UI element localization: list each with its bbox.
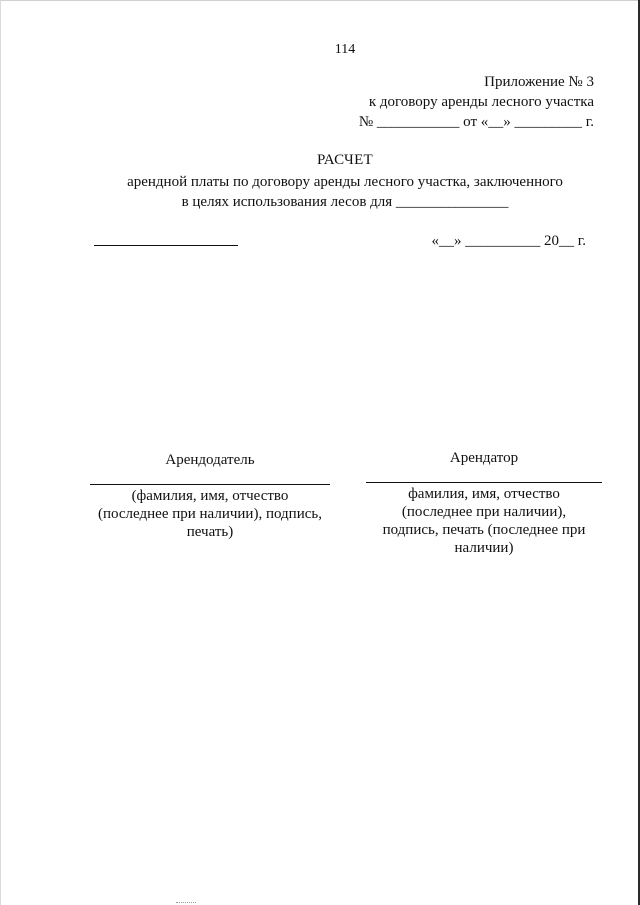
appendix-contract-number: № ___________ от «__» _________ г.: [358, 114, 594, 130]
scan-edge-top: [0, 0, 640, 1]
page-number: 114: [334, 42, 356, 57]
document-date: «__» __________ 20__ г.: [431, 233, 586, 249]
appendix-reference: к договору аренды лесного участка: [368, 94, 594, 110]
lessor-signature-caption: [86, 487, 334, 541]
lessee-heading: Арендатор: [449, 450, 519, 466]
lessor-caption-line: (последнее при наличии), подпись,: [98, 506, 322, 522]
document-title: РАСЧЕТ: [316, 152, 373, 168]
lessee-caption-line: наличии): [454, 540, 514, 556]
document-subtitle-line-2: в целях использования лесов для _______________: [181, 194, 509, 210]
scan-artifact: [176, 900, 196, 903]
lessee-caption-line: (последнее при наличии),: [401, 504, 567, 520]
lessee-caption-line: фамилия, имя, отчество: [408, 486, 560, 502]
appendix-header: [359, 72, 594, 132]
document-subtitle-line-1: арендной платы по договору аренды лесного участка, заключенного: [127, 174, 563, 190]
lessee-caption-line: подпись, печать (последнее при: [382, 522, 586, 538]
scan-edge-left: [0, 0, 1, 905]
lessor-caption-line: печать): [186, 524, 234, 540]
lessee-signature-caption: [366, 485, 602, 557]
lessor-signature-line: [90, 484, 330, 485]
appendix-title: Приложение № 3: [484, 74, 594, 90]
place-blank-line: [94, 245, 238, 246]
lessee-signature-line: [366, 482, 602, 483]
lessor-caption-line: (фамилия, имя, отчество: [131, 488, 289, 504]
lessor-heading: Арендодатель: [165, 452, 255, 468]
